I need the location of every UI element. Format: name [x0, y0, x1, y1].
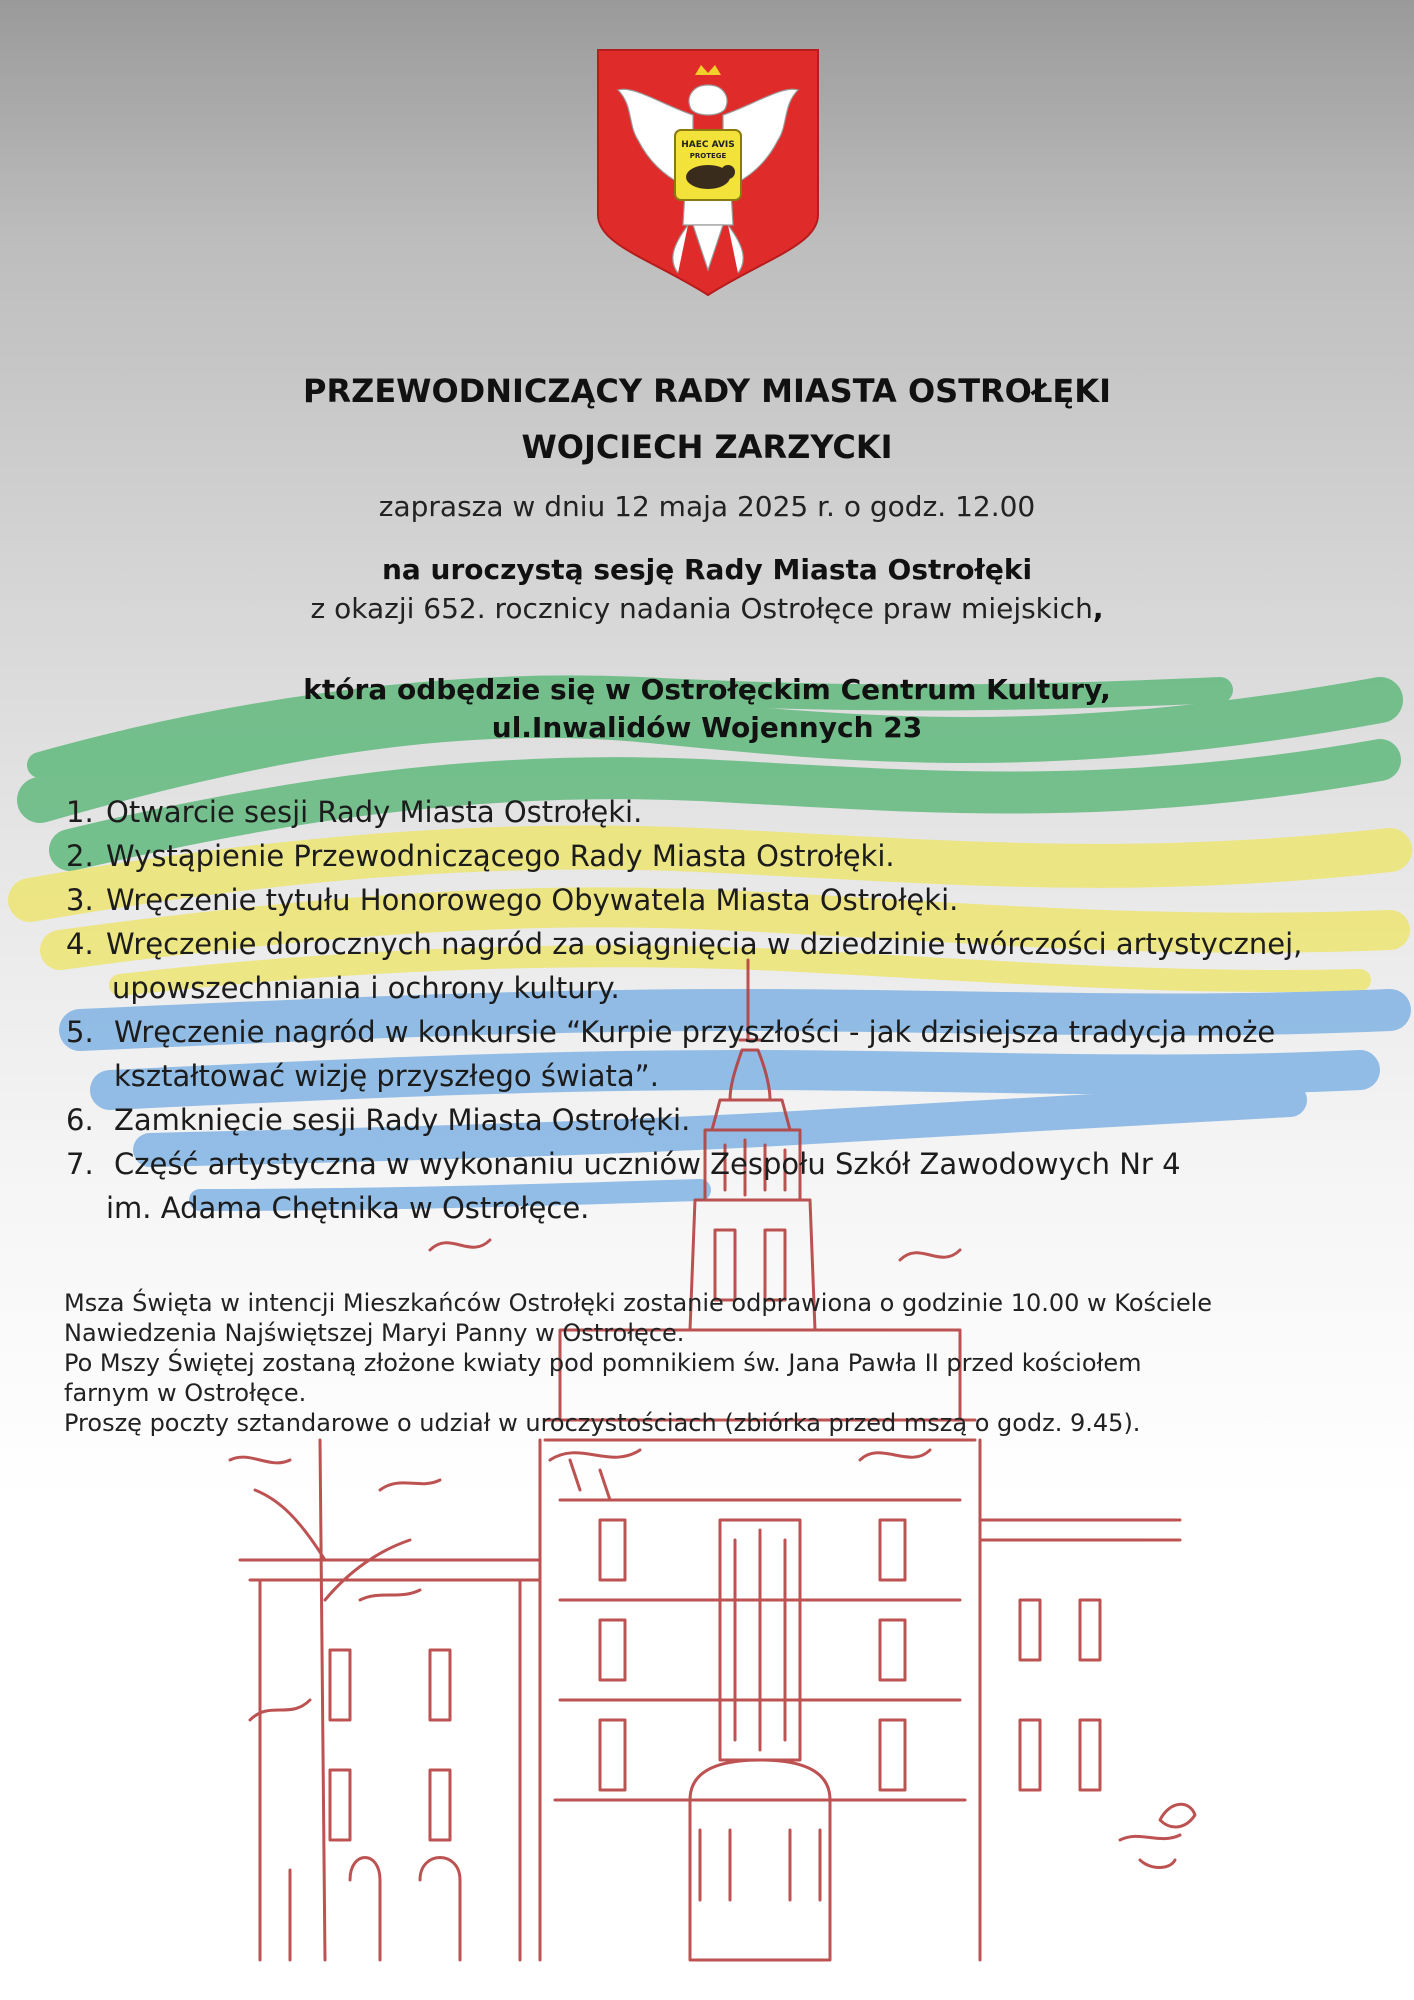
crest-motto-line1: HAEC AVIS: [681, 140, 735, 150]
agenda-item-4: [66, 922, 1386, 1010]
occasion-line: [0, 592, 1414, 625]
agenda-item-7: [66, 1142, 1386, 1230]
agenda-item-number: 5.: [66, 1015, 94, 1049]
venue-line-2: ul.Inwalidów Wojennych 23: [491, 711, 923, 744]
agenda-item-text: Wystąpienie Przewodniczącego Rady Miasta Ostrołęki.: [106, 839, 895, 873]
notes-line-5: Proszę poczty sztandarowe o udział w uroczystościach (zbiórka przed mszą o godz. 9.45).: [64, 1409, 1141, 1437]
notes-line-4: farnym w Ostrołęce.: [64, 1379, 307, 1407]
agenda-item-5: [66, 1010, 1386, 1098]
notes-line-1: Msza Święta w intencji Mieszkańców Ostrołęki zostanie odprawiona o godzinie 10.00 w Kościele: [64, 1289, 1213, 1317]
agenda-item-2: [66, 834, 1386, 878]
agenda-item-text-cont: kształtować wizję przyszłego świata”.: [114, 1059, 659, 1093]
agenda-list: [66, 790, 1386, 1230]
venue-line-1: która odbędzie się w Ostrołęckim Centrum Kultury,: [303, 673, 1111, 706]
agenda-item-text: Wręczenie tytułu Honorowego Obywatela Miasta Ostrołęki.: [106, 883, 959, 917]
agenda-item-6: [66, 1098, 1386, 1142]
session-line: na uroczystą sesję Rady Miasta Ostrołęki: [381, 553, 1033, 586]
agenda-item-number: 2.: [66, 839, 94, 873]
city-coat-of-arms: [593, 45, 823, 298]
agenda-item-number: 1.: [66, 795, 94, 829]
agenda-item-text: Otwarcie sesji Rady Miasta Ostrołęki.: [106, 795, 643, 829]
invite-line: zaprasza w dniu 12 maja 2025 r. o godz. 12.00: [378, 490, 1036, 523]
agenda-item-text: Część artystyczna w wykonaniu uczniów Zespołu Szkół Zawodowych Nr 4: [114, 1147, 1181, 1181]
title-line-1: PRZEWODNICZĄCY RADY MIASTA OSTROŁĘKI: [303, 372, 1111, 410]
agenda-item-number: 3.: [66, 883, 94, 917]
agenda-item-number: 7.: [66, 1147, 94, 1181]
title-line-2: WOJCIECH ZARZYCKI: [521, 428, 893, 466]
agenda-item-text: Zamknięcie sesji Rady Miasta Ostrołęki.: [114, 1103, 691, 1137]
crest-motto-line2: PROTEGE: [689, 152, 727, 160]
notes-block: [64, 1288, 1364, 1438]
agenda-item-3: [66, 878, 1386, 922]
agenda-item-number: 6.: [66, 1103, 94, 1137]
occasion-comma: ,: [1092, 592, 1104, 625]
agenda-item-1: [66, 790, 1386, 834]
notes-line-3: Po Mszy Świętej zostaną złożone kwiaty pod pomnikiem św. Jana Pawła II przed kościołem: [64, 1349, 1142, 1377]
agenda-item-text-cont: upowszechniania i ochrony kultury.: [112, 971, 620, 1005]
notes-line-2: Nawiedzenia Najświętszej Maryi Panny w Ostrołęce.: [64, 1319, 685, 1347]
agenda-item-text-cont: im. Adama Chętnika w Ostrołęce.: [106, 1191, 590, 1225]
occasion-text: z okazji 652. rocznicy nadania Ostrołęce praw miejskich: [310, 592, 1093, 625]
agenda-item-text: Wręczenie nagród w konkursie “Kurpie przyszłości - jak dzisiejsza tradycja może: [114, 1015, 1276, 1049]
agenda-item-number: 4.: [66, 927, 94, 961]
agenda-item-text: Wręczenie dorocznych nagród za osiągnięcia w dziedzinie twórczości artystycznej,: [106, 927, 1303, 961]
